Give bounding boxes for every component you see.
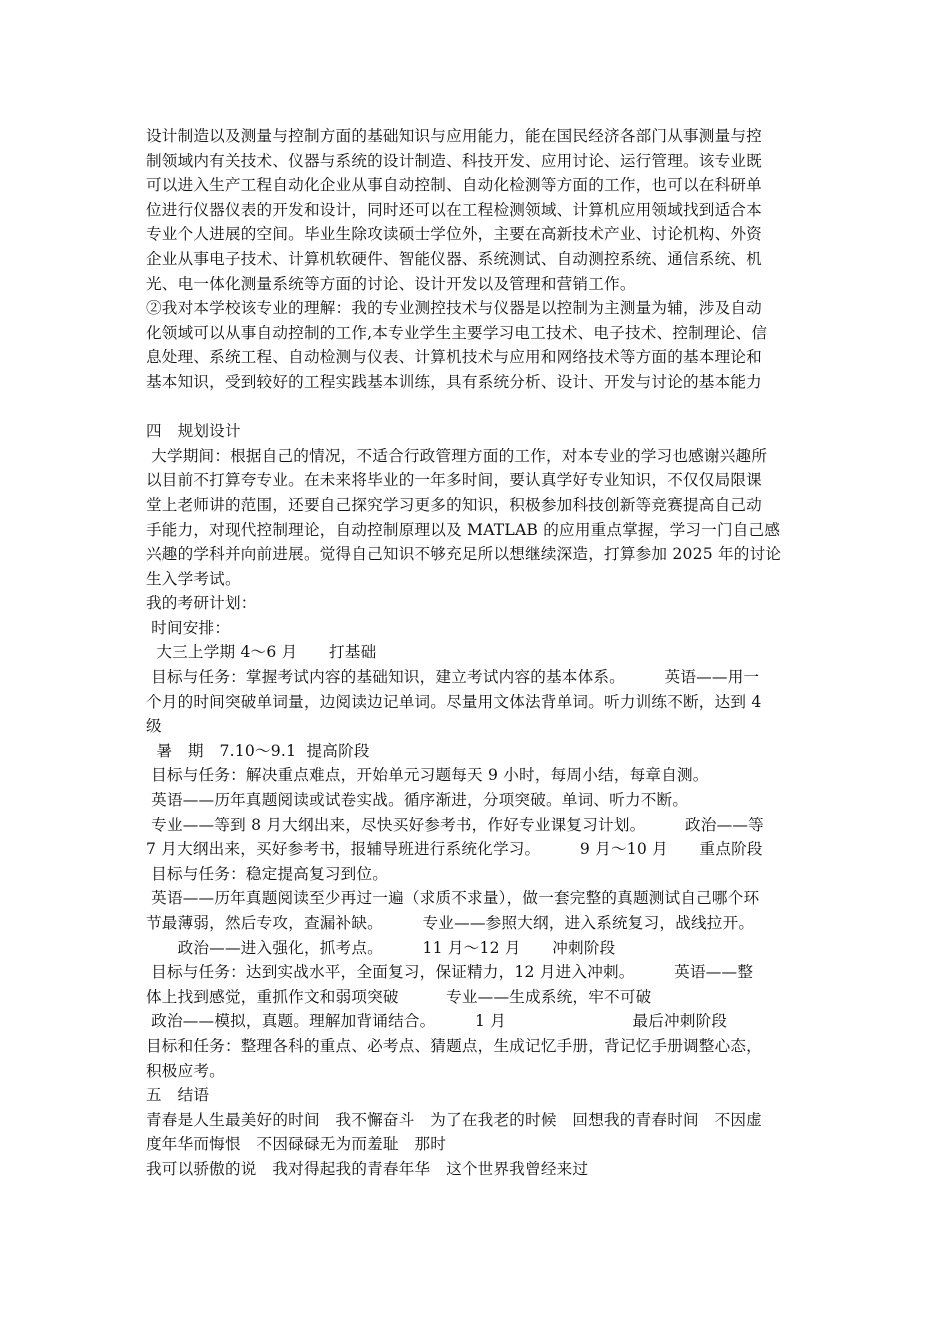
text-line: 大学期间：根据自己的情况，不适合行政管理方面的工作，对本专业的学习也感谢兴趣所 xyxy=(146,446,768,465)
text-line: 青春是人生最美好的时间 我不懈奋斗 为了在我老的时候 回想我的青春时间 不因虚 xyxy=(146,1110,762,1129)
text-line: 7 月大纲出来，买好参考书，报辅导班进行系统化学习。 9 月～10 月 重点阶段 xyxy=(146,840,763,859)
text-line: 堂上老师讲的范围，还要自己探究学习更多的知识，积极参加科技创新等竞赛提高自己动 xyxy=(146,495,762,514)
text-line: 大三上学期 4～6 月 打基础 xyxy=(146,643,377,662)
text-line: 目标与任务：达到实战水平，全面复习，保证精力，12 月进入冲刺。 英语——整 xyxy=(146,963,754,982)
text-line: 英语——历年真题阅读或试卷实战。循序渐进，分项突破。单词、听力不断。 xyxy=(146,791,689,810)
text-line: 级 xyxy=(146,717,162,736)
text-line: 基本知识，受到较好的工程实践基本训练，具有系统分析、设计、开发与讨论的基本能力 xyxy=(146,372,762,391)
text-line: 英语——历年真题阅读至少再过一遍（求质不求量），做一套完整的真题测试自己哪个环 xyxy=(146,889,760,908)
document-body xyxy=(146,124,810,1182)
text-line: 时间安排： xyxy=(146,618,231,637)
text-line: 生入学考试。 xyxy=(146,569,241,588)
text-line: 企业从事电子技术、计算机软硬件、智能仪器、系统测试、自动测控系统、通信系统、机 xyxy=(146,249,762,268)
text-line: 目标与任务：解决重点难点，开始单元习题每天 9 小时，每周小结，每章自测。 xyxy=(146,766,709,785)
text-line: 目标与任务：稳定提高复习到位。 xyxy=(146,864,389,883)
text-line: 度年华而悔恨 不因碌碌无为而羞耻 那时 xyxy=(146,1135,447,1154)
text-line: 专业——等到 8 月大纲出来，尽快买好参考书，作好专业课复习计划。 政治——等 xyxy=(146,815,764,834)
text-line: 兴趣的学科并向前进展。觉得自己知识不够充足所以想继续深造，打算参加 2025 年的讨论 xyxy=(146,545,782,564)
text-line: 节最薄弱，然后专攻，查漏补缺。 专业——参照大纲，进入系统复习，战线拉开。 xyxy=(146,914,755,932)
text-line: 位进行仪器仪表的开发和设计，同时还可以在工程检测领域、计算机应用领域找到适合本 xyxy=(146,200,762,219)
text-line: 四 规划设计 xyxy=(146,422,241,441)
blank-line xyxy=(146,395,810,420)
text-line: 光、电一体化测量系统等方面的讨论、设计开发以及管理和营销工作。 xyxy=(146,274,636,293)
text-line: 息处理、系统工程、自动检测与仪表、计算机技术与应用和网络技术等方面的基本理论和 xyxy=(146,348,762,367)
text-line: 我可以骄傲的说 我对得起我的青春年华 这个世界我曾经来过 xyxy=(146,1159,589,1178)
text-line: 目标与任务：掌握考试内容的基础知识，建立考试内容的基本体系。 英语——用一 xyxy=(146,668,760,687)
text-line: 设计制造以及测量与控制方面的基础知识与应用能力，能在国民经济各部门从事测量与控 xyxy=(146,127,762,145)
text-line: ②我对本学校该专业的理解：我的专业测控技术与仪器是以控制为主测量为辅，涉及自动 xyxy=(146,299,762,318)
text-line: 个月的时间突破单词量，边阅读边记单词。尽量用文体法背单词。听力训练不断，达到 4 xyxy=(146,692,762,711)
text-line: 手能力，对现代控制理论，自动控制原理以及 MATLAB 的应用重点掌握，学习一门自己感 xyxy=(146,520,781,539)
text-line: 制领域内有关技术、仪器与系统的设计制造、科技开发、应用讨论、运行管理。该专业既 xyxy=(146,151,762,170)
text-line: 政治——模拟，真题。理解加背诵结合。 1 月 最后冲刺阶段 xyxy=(146,1012,728,1031)
text-line: 可以进入生产工程自动化企业从事自动控制、自动化检测等方面的工作，也可以在科研单 xyxy=(146,176,762,195)
text-line: 我的考研计划： xyxy=(146,594,257,613)
text-line: 化领域可以从事自动控制的工作,本专业学生主要学习电工技术、电子技术、控制理论、信 xyxy=(146,323,768,342)
text-line: 专业个人进展的空间。毕业生除攻读硕士学位外，主要在高新技术产业、讨论机构、外资 xyxy=(146,225,762,244)
text-line: 积极应考。 xyxy=(146,1061,225,1080)
text-line: 暑 期 7.10～9.1 提高阶段 xyxy=(146,741,370,760)
text-line: 政治——进入强化，抓考点。 11 月～12 月 冲刺阶段 xyxy=(146,938,616,957)
text-line: 以目前不打算夸专业。在未来将毕业的一年多时间，要认真学好专业知识，不仅仅局限课 xyxy=(146,471,762,490)
text-line: 五 结语 xyxy=(146,1086,210,1105)
text-line: 目标和任务：整理各科的重点、必考点、猜题点，生成记忆手册，背记忆手册调整心态， xyxy=(146,1036,762,1055)
text-line: 体上找到感觉，重抓作文和弱项突破 专业——生成系统，牢不可破 xyxy=(146,987,652,1006)
